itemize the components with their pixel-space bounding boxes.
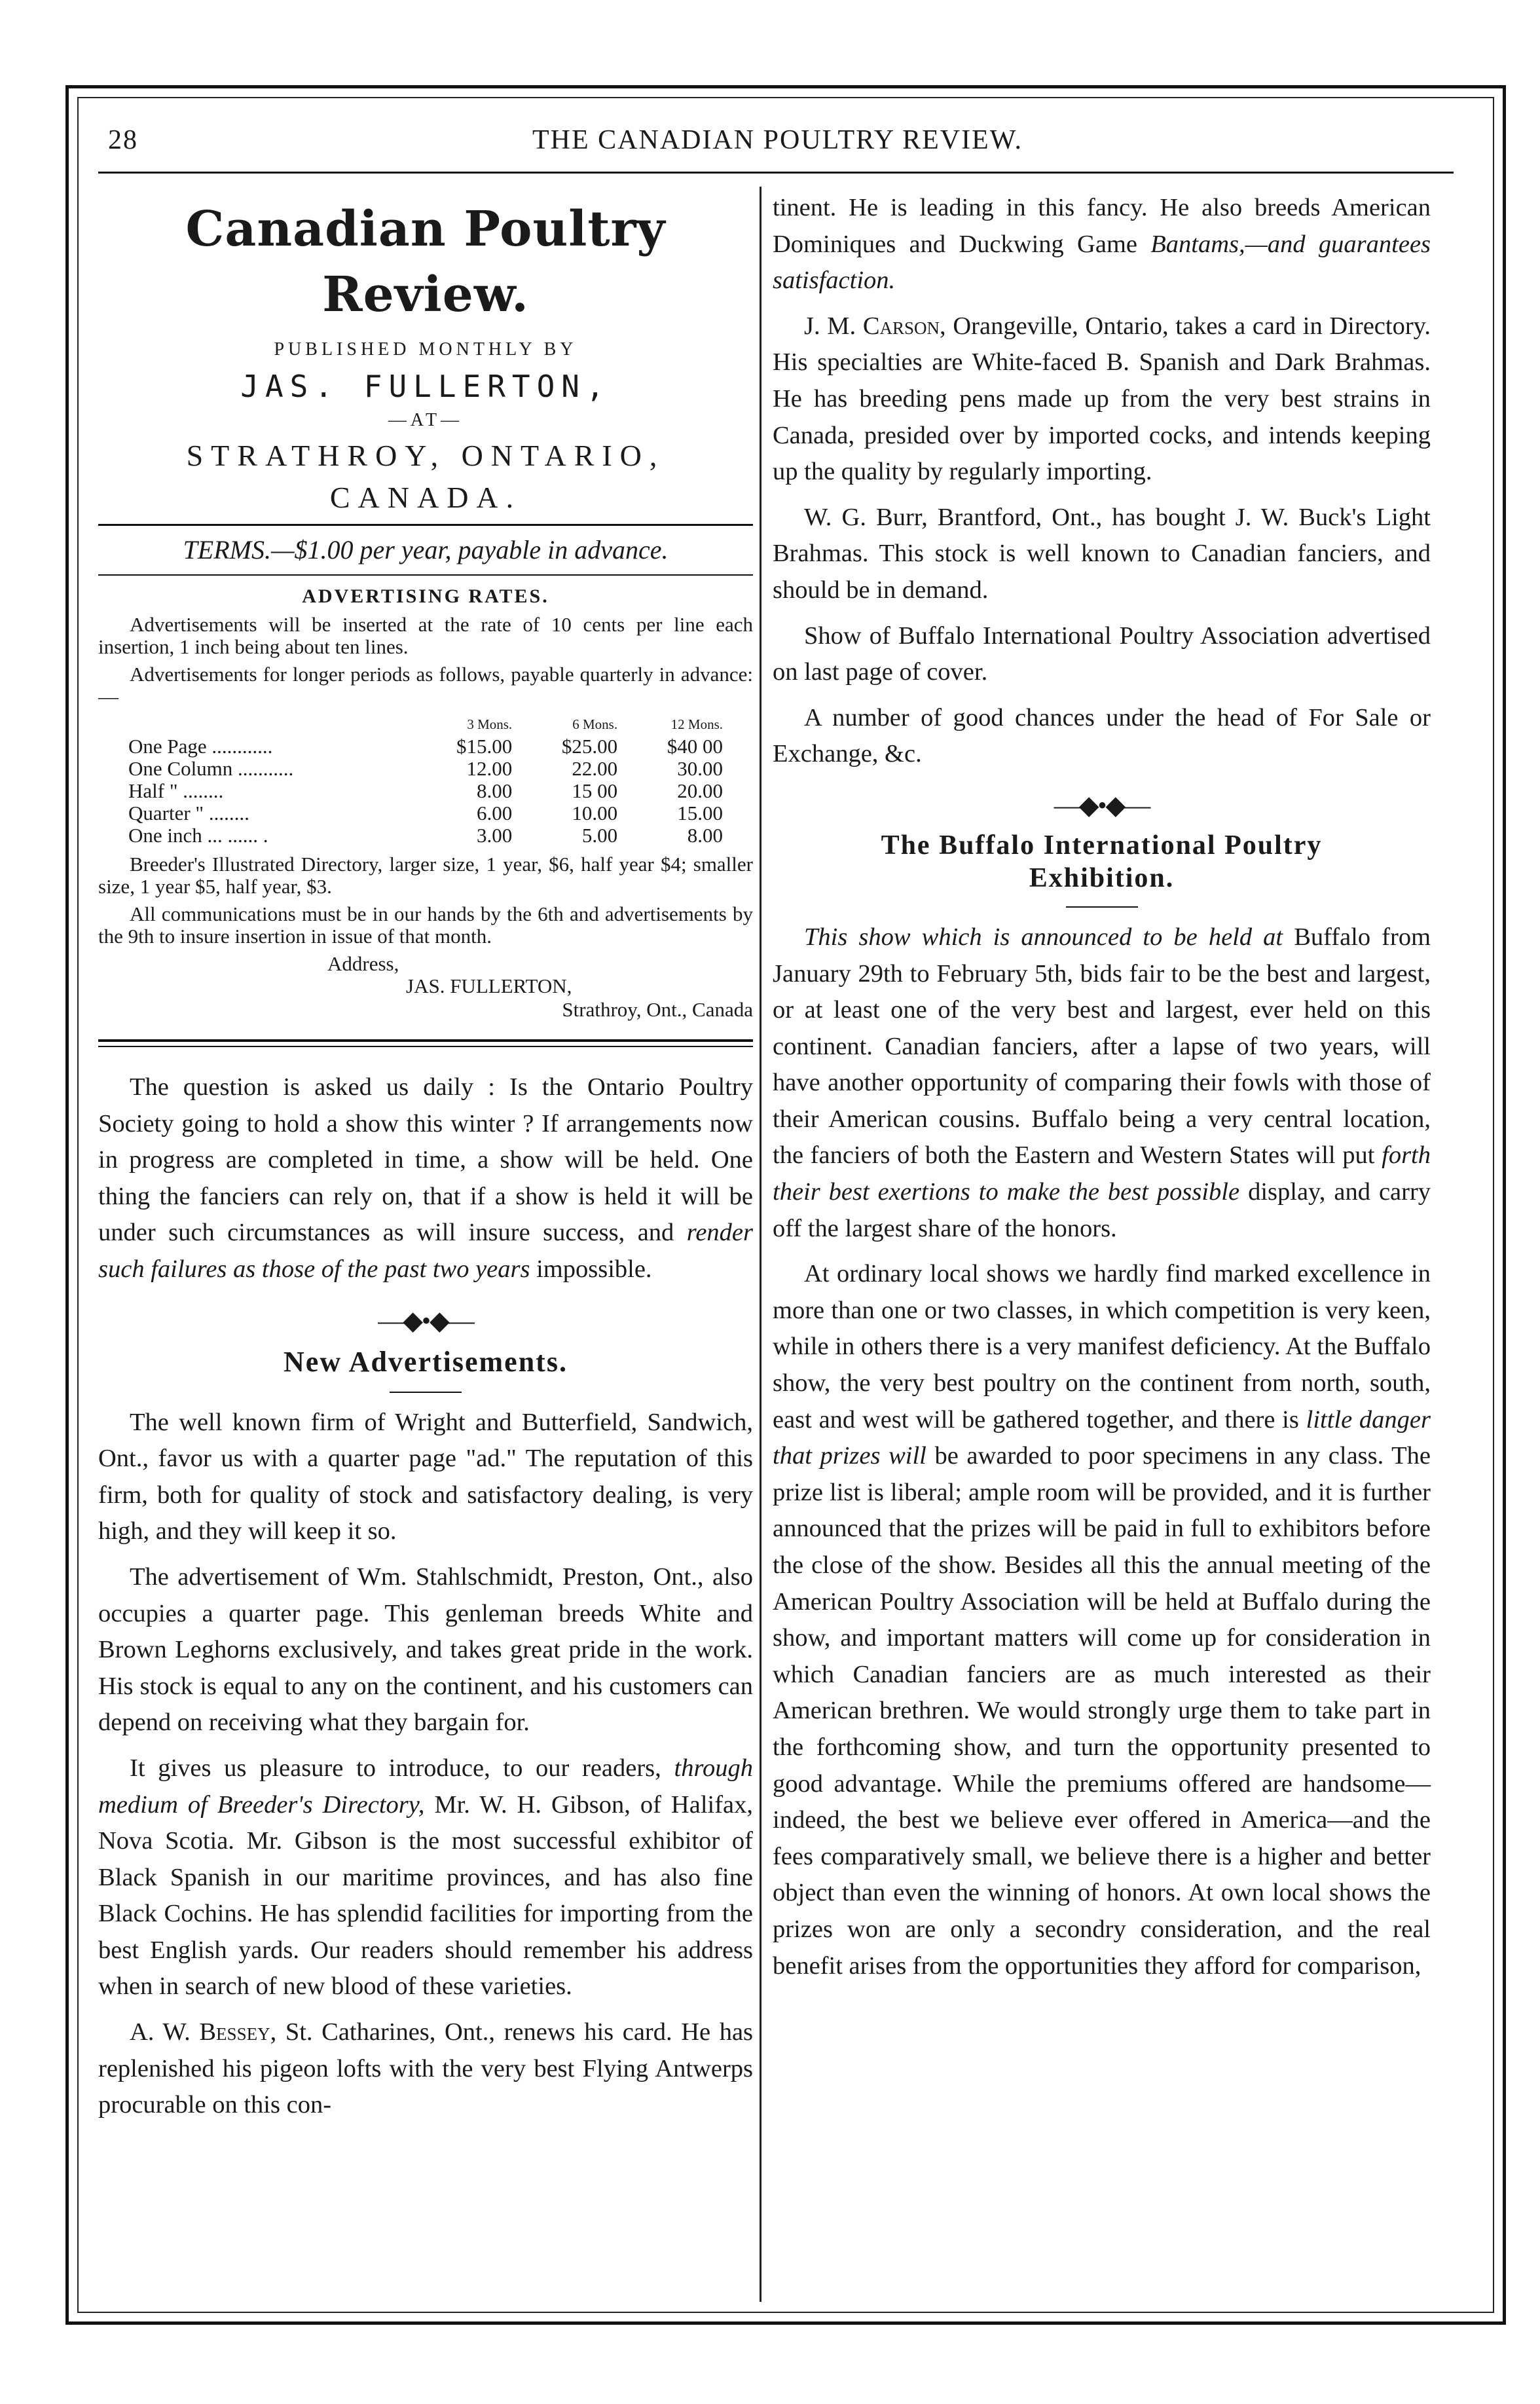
- rate-value: 15.00: [677, 802, 723, 824]
- gibson-text-b: Mr. W. H. Gibson, of Halifax, Nova Scotia. Mr. Gibson is the most successful exhibitor of Black Spanish in our maritime provinces, and has also fine Black Cochins. He has splendid facilities for importing from the best English yards. Our readers should remember his address when in search of new blood of these varieties.: [98, 1790, 754, 2001]
- header-rule: [98, 172, 1454, 174]
- gibson-italic: through medium of Breeder's Directory,: [98, 1754, 754, 1819]
- deadline-notice: All communications must be in our hands by the 6th and advertisements by the 9th to insure insertion in issue of that month.: [98, 902, 753, 948]
- carson-text-b: Orangeville, Ontario, takes a card in Directory. His specialties are White-faced B. Spanish and Dark Brahmas. He has breeding pens made up from the very best strains in Canada, presided over by imported cocks, and intends keeping up the quality by regularly importing.: [773, 312, 1431, 486]
- continued-paragraph: [773, 190, 1431, 299]
- left-column: [98, 190, 753, 2133]
- running-title: THE CANADIAN POULTRY REVIEW.: [532, 125, 1023, 155]
- right-column: [773, 190, 1431, 1993]
- buffalo-paragraph-1: [773, 919, 1431, 1247]
- carson-name: Carson,: [862, 312, 946, 340]
- rate-value: 6.00: [476, 802, 513, 824]
- buffalo-text-2b: be awarded to poor specimens in any class. The prize list is liberal; ample room will be provided, and it is further announced that the prizes will be paid in full to exhibitors before the close of the show. Besides all this the annual meeting of the American Poultry Association will be held at Buffalo during the show, and important matters will come up for consideration in which Canadian fanciers are as much interested as their American brethren. We would strongly urge them to take part in the forthcoming show, and turn the opportunity presented to good advantage. While the premiums offered are handsome—indeed, the best we believe ever offered in America—and the fees comparatively small, we believe there is a higher and better object than even the winning of honors. At own local shows the prizes won are only a secondry consideration, and the real benefit arises from the opportunities they afford for comparison,: [773, 1442, 1431, 1980]
- rate-value: 3.00: [476, 824, 513, 847]
- bessey-name: Bessey,: [199, 2018, 277, 2046]
- buffalo-paragraph-2: [773, 1256, 1431, 1984]
- bessey-text-b: St. Catharines, Ont., renews his card. He has replenished his pigeon lofts with the very best Flying Antwerps procurable on this con-: [98, 2018, 754, 2119]
- gibson-paragraph: [98, 1750, 753, 2005]
- rate-value: 8.00: [687, 824, 723, 847]
- chances-paragraph: A number of good chances under the head of For Sale or Exchange, &c.: [773, 703, 1431, 768]
- address-place: Strathroy, Ont., Canada: [562, 998, 753, 1021]
- rates-col-12: 12 Mons.: [670, 716, 723, 732]
- rate-value: 20.00: [677, 779, 723, 802]
- column-divider: [760, 187, 761, 2302]
- buffalo-italic-1: This show which is announced to be held at: [804, 923, 1283, 951]
- buffalo-italic-2: forth their best exertions to make the best possible: [773, 1141, 1431, 1206]
- rates-table: [124, 713, 727, 847]
- ornament-divider: —◆•◆—: [1054, 790, 1150, 820]
- subscription-terms: TERMS.—$1.00 per year, payable in advance.: [183, 535, 669, 564]
- gibson-text-a: It gives us pleasure to introduce, to our readers,: [130, 1754, 661, 1782]
- ontario-italic: render such failures as those of the past two years: [98, 1219, 753, 1283]
- advertising-heading: ADVERTISING RATES.: [302, 585, 549, 607]
- rate-value: 12.00: [466, 757, 513, 780]
- rate-value: $15.00: [456, 735, 513, 758]
- page-header: [108, 118, 1447, 164]
- rate-value: 15 00: [572, 779, 618, 802]
- publisher-at: —AT—: [388, 410, 464, 430]
- ontario-end: impossible.: [536, 1255, 652, 1283]
- rate-value: $40 00: [667, 735, 723, 758]
- rate-label: Half " ........: [128, 779, 224, 802]
- rate-label: One Column ...........: [128, 757, 294, 780]
- rates-col-3: 3 Mons.: [467, 716, 513, 732]
- ontario-paragraph: [98, 1069, 753, 1288]
- ontario-text: The question is asked us daily : Is the Ontario Poultry Society going to hold a show this winter ? If arrangements now in progress are completed in time, a show will be held. One thing the fanciers can rely on, that if a show is held it will be under such circumstances as will insure success, and: [98, 1073, 753, 1247]
- stahlschmidt-paragraph: The advertisement of Wm. Stahlschmidt, Preston, Ont., also occupies a quarter page. This genleman breeds White and Brown Leghorns exclusively, and takes great pride in the work. His stock is equal to any on the continent, and his customers can depend on receiving what they bargain for.: [98, 1563, 753, 1737]
- rate-label: Quarter " ........: [128, 802, 249, 824]
- rates-col-6: 6 Mons.: [572, 716, 618, 732]
- continued-italic: Bantams,—and guarantees satisfaction.: [773, 230, 1431, 295]
- advertising-text-2: Advertisements for longer periods as follows, payable quarterly in advance:—: [98, 663, 753, 708]
- rate-value: $25.00: [561, 735, 618, 758]
- buffalo-heading-line-2: Exhibition.: [1029, 862, 1175, 893]
- section-double-rule: [98, 1039, 753, 1047]
- rate-value: 22.00: [572, 757, 618, 780]
- rate-value: 10.00: [572, 802, 618, 824]
- bessey-text-a: A. W.: [130, 2018, 191, 2046]
- buffalo-heading-line-1: The Buffalo International Poultry: [881, 830, 1323, 860]
- continued-text: tinent. He is leading in this fancy. He also breeds American Dominiques and Duckwing Game: [773, 194, 1431, 258]
- rates-row: [124, 802, 727, 824]
- masthead-title: Canadian Poultry Review.: [185, 201, 666, 323]
- rate-value: 30.00: [677, 757, 723, 780]
- buffalo-text-1a: Buffalo from January 29th to February 5th, bids fair to be the best and largest, or at least one of the very best and largest, ever held on this continent. Canadian fanciers, after a lapse of two years, will have another opportunity of comparing their fowls with those of their American cousins. Buffalo being a very central location, the fanciers of both the Eastern and Western States will put: [773, 923, 1431, 1170]
- ornament-divider: —◆•◆—: [378, 1305, 473, 1335]
- show-paragraph: Show of Buffalo International Poultry Association advertised on last page of cover.: [773, 621, 1431, 686]
- rates-row: [124, 735, 727, 758]
- address-name: JAS. FULLERTON,: [406, 974, 572, 997]
- heading-rule: [1066, 906, 1138, 908]
- rates-header-row: [124, 713, 727, 735]
- carson-paragraph: [773, 308, 1431, 490]
- rate-label: One inch ... ...... .: [128, 824, 268, 847]
- address-label: Address,: [327, 952, 399, 975]
- carson-text-a: J. M.: [804, 312, 856, 340]
- rates-row: [124, 758, 727, 780]
- wright-paragraph: The well known firm of Wright and Butterfield, Sandwich, Ont., favor us with a quarter page "ad." The reputation of this firm, both for quality of stock and satisfactory dealing, is very high, and they will keep it so.: [98, 1408, 753, 1545]
- directory-rates: Breeder's Illustrated Directory, larger size, 1 year, $6, half year $4; smaller size, 1 year $5, half year, $3.: [98, 853, 753, 898]
- rates-row: [124, 824, 727, 847]
- buffalo-text-2a: At ordinary local shows we hardly find marked excellence in more than one or two classes, in which competition is very keen, while in others there is a very manifest deficiency. At the Buffalo show, the very best poultry on the continent from north, south, east and west will be gathered together, and there is: [773, 1260, 1431, 1433]
- page-number: 28: [108, 125, 138, 155]
- burr-paragraph: W. G. Burr, Brantford, Ont., has bought J. W. Buck's Light Brahmas. This stock is well known to Canadian fanciers, and should be in demand.: [773, 503, 1431, 604]
- rate-label: One Page ............: [128, 735, 273, 758]
- rate-value: 5.00: [581, 824, 618, 847]
- new-ads-heading: New Advertisements.: [284, 1345, 568, 1378]
- publisher-location: STRATHROY, ONTARIO, CANADA.: [186, 439, 665, 514]
- masthead-rule: [98, 524, 753, 526]
- rate-value: 8.00: [476, 779, 513, 802]
- bessey-paragraph: [98, 2014, 753, 2124]
- terms-rule: [98, 574, 753, 576]
- heading-rule: [390, 1392, 462, 1393]
- published-by: PUBLISHED MONTHLY BY: [274, 339, 578, 360]
- buffalo-italic-3: little danger that prizes will: [773, 1405, 1431, 1470]
- rates-row: [124, 780, 727, 802]
- buffalo-text-1b: display, and carry off the largest share of the honors.: [773, 1178, 1431, 1242]
- advertising-text-1: Advertisements will be inserted at the rate of 10 cents per line each insertion, 1 inch being about ten lines.: [98, 613, 753, 658]
- publisher-name: JAS. FULLERTON,: [240, 369, 611, 404]
